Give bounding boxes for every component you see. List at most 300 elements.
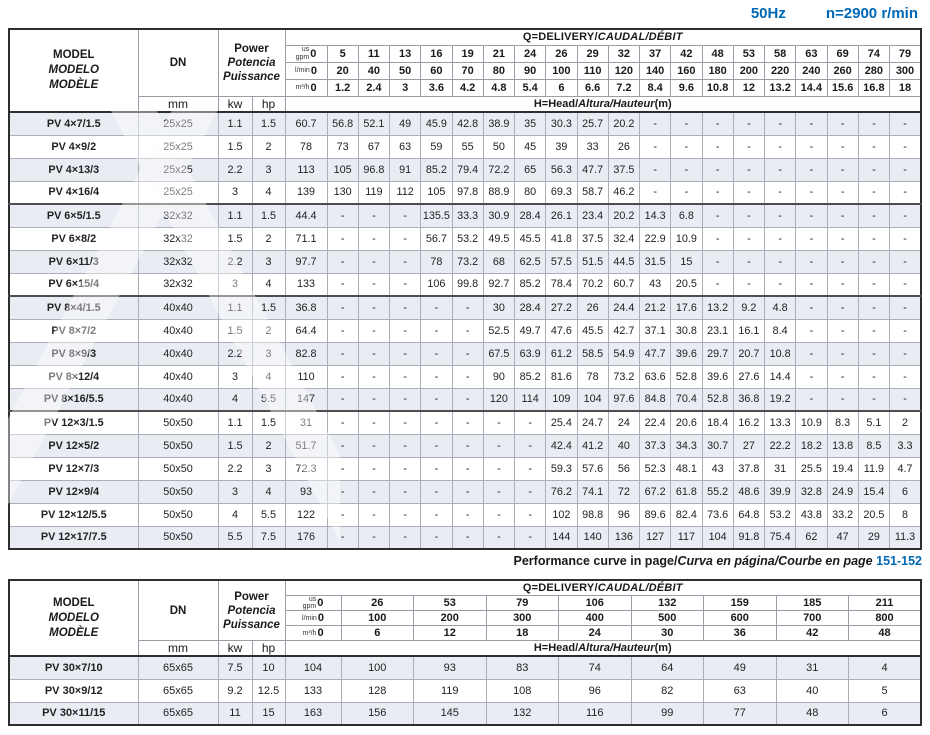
- pump-row: [9, 250, 921, 273]
- head-value-cell: 31: [285, 411, 327, 434]
- head-value-cell: -: [327, 526, 358, 549]
- head-value-cell: -: [796, 135, 827, 158]
- head-value-cell: 85.2: [515, 273, 546, 296]
- model-cell: PV 12×9/4: [9, 480, 138, 503]
- head-value-cell: -: [390, 388, 421, 411]
- flow-value-header: 16: [421, 45, 452, 62]
- head-value-cell: 79.4: [452, 158, 483, 181]
- head-value-cell: -: [327, 411, 358, 434]
- head-value-cell: -: [327, 227, 358, 250]
- head-value-cell: 78: [285, 135, 327, 158]
- head-value-cell: 50: [483, 135, 514, 158]
- head-value-cell: 33.3: [452, 204, 483, 227]
- h-title-plain: H=Head/: [533, 97, 579, 110]
- flow-value-header: 26: [341, 595, 414, 611]
- dn-cell: 25x25: [138, 112, 218, 135]
- head-value-cell: 20.2: [608, 204, 639, 227]
- hp-cell: 10: [252, 656, 285, 679]
- pump-row: [9, 411, 921, 434]
- dn-cell: 50x50: [138, 411, 218, 434]
- head-value-cell: 117: [671, 526, 702, 549]
- flow-value-header: 6: [546, 79, 577, 96]
- head-value-cell: 73.6: [702, 503, 733, 526]
- head-value-cell: 31: [765, 457, 796, 480]
- flow-value-header: 13.2: [765, 79, 796, 96]
- head-value-cell: -: [390, 204, 421, 227]
- head-value-cell: -: [890, 365, 922, 388]
- flow-value-header: 20: [327, 62, 358, 79]
- pump-row: [9, 480, 921, 503]
- head-value-cell: -: [702, 112, 733, 135]
- model-header-line: MODÈLE: [49, 626, 99, 639]
- head-value-cell: 89.6: [640, 503, 671, 526]
- pump-row: [9, 319, 921, 342]
- head-value-cell: 9.2: [733, 296, 764, 319]
- head-value-cell: 13.2: [702, 296, 733, 319]
- head-value-cell: 99.8: [452, 273, 483, 296]
- head-value-cell: 114: [515, 388, 546, 411]
- head-value-cell: -: [640, 135, 671, 158]
- head-value-cell: 30.3: [546, 112, 577, 135]
- flow-value-header: 42: [776, 626, 849, 641]
- head-value-cell: 64: [631, 656, 704, 679]
- hp-cell: 4: [252, 181, 285, 204]
- head-value-cell: -: [796, 181, 827, 204]
- flow-zero-value: 0: [310, 64, 317, 77]
- head-value-cell: 24.9: [827, 480, 858, 503]
- pump-row: [9, 181, 921, 204]
- head-value-cell: -: [890, 342, 922, 365]
- head-value-cell: -: [796, 250, 827, 273]
- head-value-cell: 37.5: [577, 227, 608, 250]
- head-value-cell: -: [452, 457, 483, 480]
- head-value-cell: -: [702, 204, 733, 227]
- flow-value-header: 200: [414, 611, 487, 626]
- header-units-row: [9, 96, 921, 112]
- flow-value-header: 5: [327, 45, 358, 62]
- model-header-line: MODELO: [48, 64, 99, 77]
- flow-value-header: 2.4: [358, 79, 389, 96]
- flow-value-header: 600: [704, 611, 777, 626]
- head-value-cell: -: [890, 388, 922, 411]
- flow-value-header: 200: [733, 62, 764, 79]
- flow-value-header: 300: [890, 62, 922, 79]
- head-value-cell: 70.4: [671, 388, 702, 411]
- head-value-cell: -: [358, 503, 389, 526]
- hp-cell: 2: [252, 227, 285, 250]
- head-value-cell: 41.2: [577, 434, 608, 457]
- head-value-cell: 45: [515, 135, 546, 158]
- head-value-cell: 69.3: [546, 181, 577, 204]
- table-header: [9, 29, 921, 112]
- head-value-cell: 144: [546, 526, 577, 549]
- head-value-cell: 27: [733, 434, 764, 457]
- head-value-cell: -: [733, 158, 764, 181]
- head-value-cell: 28.4: [515, 204, 546, 227]
- note-text-en: Performance curve in page/: [513, 554, 678, 568]
- head-value-cell: 105: [421, 181, 452, 204]
- model-header-line: MODÈLE: [49, 78, 99, 91]
- head-value-cell: 22.9: [640, 227, 671, 250]
- head-value-cell: -: [827, 388, 858, 411]
- head-value-cell: 96.8: [358, 158, 389, 181]
- h-title-unit: (m): [654, 642, 672, 655]
- head-value-cell: 80: [515, 181, 546, 204]
- q-delivery-header: [285, 580, 921, 595]
- head-value-cell: 47.7: [640, 342, 671, 365]
- head-value-cell: -: [765, 273, 796, 296]
- kw-cell: 2.2: [218, 457, 252, 480]
- head-value-cell: -: [421, 434, 452, 457]
- flow-value-header: 32: [608, 45, 639, 62]
- pump-row: [9, 679, 921, 702]
- head-value-cell: -: [733, 135, 764, 158]
- head-value-cell: 78.4: [546, 273, 577, 296]
- head-value-cell: 30.9: [483, 204, 514, 227]
- head-value-cell: -: [327, 480, 358, 503]
- head-value-cell: 119: [358, 181, 389, 204]
- head-value-cell: 98.8: [577, 503, 608, 526]
- head-value-cell: 46.2: [608, 181, 639, 204]
- table-body: [9, 656, 921, 725]
- head-value-cell: -: [827, 342, 858, 365]
- head-value-cell: 156: [341, 702, 414, 725]
- flow-value-header: 100: [341, 611, 414, 626]
- head-value-cell: 43: [640, 273, 671, 296]
- flow-value-header: 36: [704, 626, 777, 641]
- head-value-cell: 63: [390, 135, 421, 158]
- head-value-cell: -: [421, 457, 452, 480]
- model-cell: PV 4×7/1.5: [9, 112, 138, 135]
- head-value-cell: 53.2: [765, 503, 796, 526]
- head-value-cell: 52.5: [483, 319, 514, 342]
- head-value-cell: -: [796, 112, 827, 135]
- head-value-cell: 54.9: [608, 342, 639, 365]
- head-value-cell: -: [421, 296, 452, 319]
- head-value-cell: 24: [608, 411, 639, 434]
- flow-unit-cell: [285, 611, 341, 626]
- flow-value-header: 19: [452, 45, 483, 62]
- head-value-cell: 28.4: [515, 296, 546, 319]
- head-value-cell: -: [796, 388, 827, 411]
- head-value-cell: -: [702, 273, 733, 296]
- head-value-cell: 30.7: [702, 434, 733, 457]
- hp-cell: 2: [252, 319, 285, 342]
- head-value-cell: -: [702, 135, 733, 158]
- pump-row: [9, 457, 921, 480]
- head-value-cell: 56.7: [421, 227, 452, 250]
- head-value-cell: -: [390, 480, 421, 503]
- head-value-cell: 26: [608, 135, 639, 158]
- head-value-cell: 16.1: [733, 319, 764, 342]
- q-delivery-header: [285, 29, 921, 45]
- head-value-cell: 74.1: [577, 480, 608, 503]
- table-body: [9, 112, 921, 549]
- pump-row: [9, 503, 921, 526]
- head-value-cell: 15: [671, 250, 702, 273]
- head-value-cell: -: [702, 227, 733, 250]
- head-value-cell: 132: [486, 702, 559, 725]
- flow-value-header: 63: [796, 45, 827, 62]
- head-value-cell: -: [827, 273, 858, 296]
- q-title-italic: CAUDAL/DÉBIT: [597, 31, 683, 44]
- head-value-cell: 38.9: [483, 112, 514, 135]
- dn-header: DN: [138, 580, 218, 641]
- model-cell: PV 6×8/2: [9, 227, 138, 250]
- head-value-cell: -: [890, 296, 922, 319]
- head-value-cell: -: [890, 135, 922, 158]
- kw-cell: 5.5: [218, 526, 252, 549]
- flow-value-header: 106: [559, 595, 632, 611]
- flow-value-header: 58: [765, 45, 796, 62]
- flow-unit-inner: [287, 65, 326, 77]
- head-value-cell: -: [327, 503, 358, 526]
- head-value-cell: 49.7: [515, 319, 546, 342]
- hp-cell: 3: [252, 250, 285, 273]
- dn-cell: 25x25: [138, 135, 218, 158]
- head-value-cell: 45.9: [421, 112, 452, 135]
- head-value-cell: 97.8: [452, 181, 483, 204]
- head-value-cell: 19.4: [827, 457, 858, 480]
- flow-value-header: 48: [702, 45, 733, 62]
- head-value-cell: 62: [796, 526, 827, 549]
- flow-value-header: 800: [849, 611, 922, 626]
- head-value-cell: 14.4: [765, 365, 796, 388]
- head-value-cell: 78: [421, 250, 452, 273]
- head-value-cell: 10.9: [796, 411, 827, 434]
- header-units-row: [9, 641, 921, 657]
- head-value-cell: 56.3: [546, 158, 577, 181]
- performance-table-pv30: [8, 579, 922, 726]
- head-value-cell: -: [765, 112, 796, 135]
- flow-value-header: 5.4: [515, 79, 546, 96]
- head-value-cell: 61.8: [671, 480, 702, 503]
- dn-cell: 50x50: [138, 480, 218, 503]
- hp-cell: 4: [252, 365, 285, 388]
- head-value-cell: 70.2: [577, 273, 608, 296]
- head-value-cell: -: [858, 135, 889, 158]
- head-value-cell: 13.8: [827, 434, 858, 457]
- head-value-cell: -: [421, 526, 452, 549]
- head-value-cell: 133: [285, 679, 341, 702]
- head-value-cell: -: [765, 135, 796, 158]
- hp-cell: 4: [252, 273, 285, 296]
- head-value-cell: -: [671, 135, 702, 158]
- kw-cell: 1.1: [218, 204, 252, 227]
- head-value-cell: 122: [285, 503, 327, 526]
- flow-value-header: 53: [733, 45, 764, 62]
- flow-value-header: 26: [546, 45, 577, 62]
- head-value-cell: -: [858, 388, 889, 411]
- head-value-cell: -: [858, 112, 889, 135]
- head-value-cell: 56: [608, 457, 639, 480]
- flow-value-header: 110: [577, 62, 608, 79]
- head-value-cell: 4.8: [765, 296, 796, 319]
- kw-cell: 1.5: [218, 319, 252, 342]
- head-value-cell: 10.9: [671, 227, 702, 250]
- head-value-cell: -: [733, 227, 764, 250]
- hp-cell: 1.5: [252, 112, 285, 135]
- head-value-cell: 67.5: [483, 342, 514, 365]
- head-value-cell: -: [452, 388, 483, 411]
- head-value-cell: 18.2: [796, 434, 827, 457]
- head-value-cell: -: [671, 112, 702, 135]
- head-value-cell: -: [702, 158, 733, 181]
- head-value-cell: 52.3: [640, 457, 671, 480]
- head-value-cell: 63.9: [515, 342, 546, 365]
- kw-cell: 2.2: [218, 342, 252, 365]
- head-value-cell: 67: [358, 135, 389, 158]
- head-value-cell: -: [765, 204, 796, 227]
- head-value-cell: 6: [890, 480, 922, 503]
- flow-value-header: 69: [827, 45, 858, 62]
- head-value-cell: 40: [776, 679, 849, 702]
- head-value-cell: 35: [515, 112, 546, 135]
- flow-zero-value: 0: [310, 81, 317, 94]
- head-value-cell: -: [702, 181, 733, 204]
- model-cell: PV 12×17/7.5: [9, 526, 138, 549]
- head-value-cell: -: [733, 112, 764, 135]
- model-header: [9, 29, 138, 112]
- head-value-cell: 53.2: [452, 227, 483, 250]
- head-value-cell: 90: [483, 365, 514, 388]
- flow-value-header: 4.2: [452, 79, 483, 96]
- head-value-cell: 20.2: [608, 112, 639, 135]
- model-cell: PV 30×7/10: [9, 656, 138, 679]
- head-value-cell: -: [358, 457, 389, 480]
- head-value-cell: 60.7: [285, 112, 327, 135]
- head-value-cell: 37.3: [640, 434, 671, 457]
- head-value-cell: -: [421, 342, 452, 365]
- head-value-cell: -: [483, 434, 514, 457]
- hp-cell: 4: [252, 480, 285, 503]
- kw-cell: 2.2: [218, 250, 252, 273]
- head-value-cell: 36.8: [285, 296, 327, 319]
- head-value-cell: -: [640, 181, 671, 204]
- head-value-cell: 63.6: [640, 365, 671, 388]
- head-value-cell: -: [733, 250, 764, 273]
- kw-cell: 9.2: [218, 679, 252, 702]
- head-value-cell: 49: [390, 112, 421, 135]
- head-value-cell: -: [390, 342, 421, 365]
- head-value-cell: 8.4: [765, 319, 796, 342]
- head-value-cell: -: [858, 342, 889, 365]
- dn-cell: 32x32: [138, 250, 218, 273]
- head-value-cell: 30: [483, 296, 514, 319]
- head-value-cell: 73.2: [452, 250, 483, 273]
- flow-value-header: 48: [849, 626, 922, 641]
- head-value-cell: 49: [704, 656, 777, 679]
- head-value-cell: 29: [858, 526, 889, 549]
- model-header-line: MODEL: [52, 596, 95, 609]
- model-cell: PV 8×16/5.5: [9, 388, 138, 411]
- h-title-italic: Altura/Hauteur: [578, 97, 655, 110]
- head-value-cell: 106: [421, 273, 452, 296]
- head-value-cell: 72.2: [483, 158, 514, 181]
- head-value-cell: -: [640, 158, 671, 181]
- head-value-cell: 6.8: [671, 204, 702, 227]
- head-value-cell: 83: [486, 656, 559, 679]
- head-value-cell: 92.7: [483, 273, 514, 296]
- head-value-cell: 10.8: [765, 342, 796, 365]
- hp-cell: 12.5: [252, 679, 285, 702]
- head-value-cell: -: [358, 250, 389, 273]
- head-value-cell: 65: [515, 158, 546, 181]
- head-value-cell: -: [702, 250, 733, 273]
- head-value-cell: 25.7: [577, 112, 608, 135]
- hp-cell: 3: [252, 457, 285, 480]
- head-value-cell: 68: [483, 250, 514, 273]
- head-value-cell: -: [515, 457, 546, 480]
- head-value-cell: -: [327, 434, 358, 457]
- head-value-cell: 48: [776, 702, 849, 725]
- head-value-cell: -: [358, 296, 389, 319]
- head-value-cell: 130: [327, 181, 358, 204]
- head-value-cell: -: [890, 204, 922, 227]
- head-value-cell: 43.8: [796, 503, 827, 526]
- flow-value-header: 90: [515, 62, 546, 79]
- head-value-cell: -: [390, 457, 421, 480]
- head-value-cell: -: [858, 204, 889, 227]
- head-value-cell: -: [796, 227, 827, 250]
- head-value-cell: 25.4: [546, 411, 577, 434]
- head-value-cell: 140: [577, 526, 608, 549]
- flow-unit-cell: [285, 45, 327, 62]
- page-header: [8, 5, 918, 23]
- head-value-cell: -: [452, 296, 483, 319]
- head-value-cell: 60.7: [608, 273, 639, 296]
- head-value-cell: 39.6: [671, 342, 702, 365]
- head-value-cell: -: [452, 503, 483, 526]
- head-value-cell: -: [671, 181, 702, 204]
- flow-value-header: 132: [631, 595, 704, 611]
- head-value-cell: -: [390, 365, 421, 388]
- head-value-cell: 52.1: [358, 112, 389, 135]
- head-value-cell: 51.7: [285, 434, 327, 457]
- kw-cell: 1.5: [218, 434, 252, 457]
- power-header-line: Potencia: [227, 604, 276, 617]
- head-value-cell: 18.4: [702, 411, 733, 434]
- head-value-cell: 20.7: [733, 342, 764, 365]
- head-value-cell: -: [796, 319, 827, 342]
- head-value-cell: 72.3: [285, 457, 327, 480]
- head-value-cell: 64.4: [285, 319, 327, 342]
- dn-cell: 25x25: [138, 181, 218, 204]
- frequency-label: 50Hz: [750, 5, 786, 22]
- head-value-cell: 139: [285, 181, 327, 204]
- head-value-cell: 55.2: [702, 480, 733, 503]
- flow-value-header: 18: [890, 79, 922, 96]
- pump-row: [9, 296, 921, 319]
- table-header: [9, 580, 921, 656]
- head-value-cell: 116: [559, 702, 632, 725]
- head-value-cell: 37.5: [608, 158, 639, 181]
- flow-value-header: 40: [358, 62, 389, 79]
- head-value-cell: -: [421, 411, 452, 434]
- head-value-cell: -: [858, 273, 889, 296]
- flow-value-header: 12: [733, 79, 764, 96]
- head-value-cell: -: [827, 204, 858, 227]
- head-value-cell: 109: [546, 388, 577, 411]
- head-value-cell: 108: [486, 679, 559, 702]
- speed-label: n=2900 r/min: [825, 5, 918, 22]
- head-value-cell: -: [390, 250, 421, 273]
- h-title-italic: Altura/Hauteur: [578, 642, 655, 655]
- head-value-cell: 96: [559, 679, 632, 702]
- head-value-cell: 6: [849, 702, 922, 725]
- head-value-cell: 20.5: [671, 273, 702, 296]
- head-value-cell: 32.8: [796, 480, 827, 503]
